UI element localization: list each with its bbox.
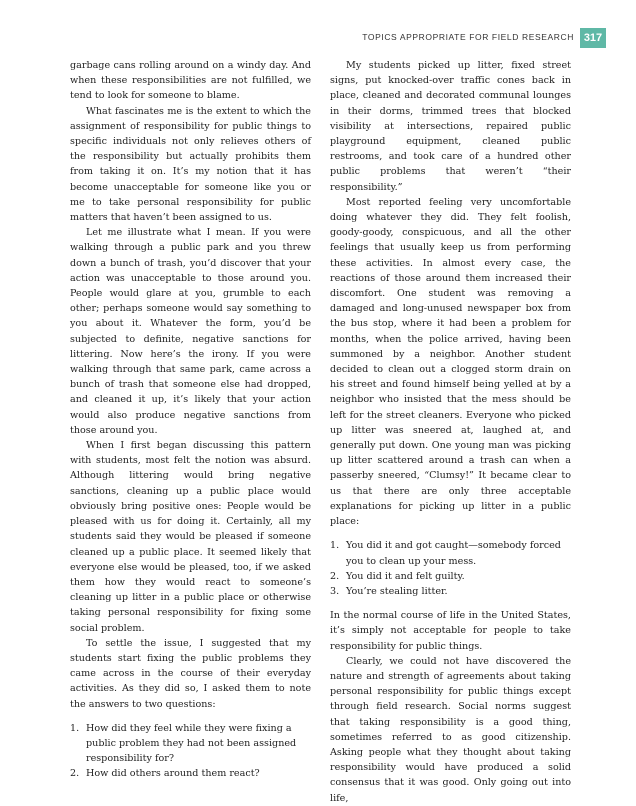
page-header (0, 28, 636, 52)
list-item (70, 721, 311, 767)
list-item (70, 766, 311, 781)
list-item (330, 584, 571, 599)
list-number: 3. (330, 585, 340, 597)
paragraph: When I first began discussing this pattern with students, most felt the notion was absurd. Although littering would bring negative sanctions, cleaning up a public place would obviously bring positive ones: People would be pleased with us for doing it. Certainly, all my students said they would be pleased if someone cleaned up a public place. It seemed likely that everyone else would be pleased, too, if we asked them how they would react to someone’s cleaning up litter in a public place or otherwise taking personal responsibility for fixing some social problem. (70, 440, 311, 634)
list-text: How did others around them react? (86, 768, 260, 780)
paragraph: Most reported feeling very uncomfortable doing whatever they did. They felt foolish, goody-goody, conspicuous, and all the other feelings that usually keep us from performing these activities. In almost every case, the reactions of those around them increased their discomfort. One student was removing a damaged and long-unused newspaper box from the bus stop, where it had been a problem for months, when the police arrived, having been summoned by a neighbor. Another student decided to clean out a clogged storm drain on his street and found himself being yelled at by a neighbor who insisted that the mess should be left for the street cleaners. Everyone who picked up litter was sneered at, laughed at, and generally put down. One young man was picking up litter scattered around a trash can when a passerby sneered, “Clumsy!” It became clear to us that there are only three acceptable explanations for picking up litter in a public place: (330, 196, 571, 528)
running-head: TOPICS APPROPRIATE FOR FIELD RESEARCH (362, 32, 574, 42)
page-number: 317 (580, 28, 606, 48)
paragraph: Clearly, we could not have discovered the nature and strength of agreements about taking personal responsibility for public things except through field research. Social norms suggest that taking responsibility is a good thing, sometimes referred to as good citizenship. Asking people what they thought about taking responsibility would have produced a solid consensus that it was good. Only going out into life, (330, 655, 571, 804)
list-text: You did it and felt guilty. (346, 570, 465, 582)
list-number: 2. (330, 570, 340, 582)
list-number: 1. (330, 540, 340, 552)
list-text: You’re stealing litter. (346, 585, 448, 597)
paragraph: Let me illustrate what I mean. If you were walking through a public park and you threw down a bunch of trash, you’d discover that your action was unacceptable to those around you. People would glare at you, grumble to each other; perhaps someone would say something to you about it. Whatever the form, you’d be subjected to definite, negative sanctions for littering. Now here’s the irony. If you were walking through that same park, came across a bunch of trash that someone else had dropped, and cleaned it up, it’s likely that your action would also produce negative sanctions from those around you. (70, 227, 311, 436)
list-number: 2. (70, 768, 80, 780)
list-text: How did they feel while they were fixing a public problem they had not been assigned responsibility for? (86, 722, 297, 765)
question-list (70, 721, 311, 782)
list-item (330, 569, 571, 584)
paragraph: To settle the issue, I suggested that my students start fixing the public problems they came across in the course of their everyday activities. As they did so, I asked them to note the answers to two questions: (70, 637, 311, 710)
list-item (330, 538, 571, 568)
list-text: You did it and got caught—somebody forced you to clean up your mess. (346, 540, 561, 567)
paragraph: garbage cans rolling around on a windy day. And when these responsibilities are not fulfilled, we tend to look for someone to blame. (70, 60, 311, 102)
explanation-list (330, 538, 571, 599)
paragraph: My students picked up litter, fixed street signs, put knocked-over traffic cones back in place, cleaned and decorated communal lounges in their dorms, trimmed trees that blocked visibility at intersections, repaired public playground equipment, cleaned public restrooms, and took care of a hundred other public problems that weren’t “their responsibility.” (330, 60, 571, 193)
left-column (70, 58, 311, 782)
right-column (330, 58, 571, 806)
paragraph: What fascinates me is the extent to which the assignment of responsibility for public things to specific individuals not only relieves others of the responsibility but actually prohibits them from taking it on. It’s my notion that it has become unacceptable for someone like you or me to take personal responsibility for public matters that haven’t been assigned to us. (70, 105, 311, 224)
list-number: 1. (70, 722, 80, 734)
paragraph: In the normal course of life in the United States, it’s simply not acceptable for people to take responsibility for public things. (330, 610, 571, 652)
